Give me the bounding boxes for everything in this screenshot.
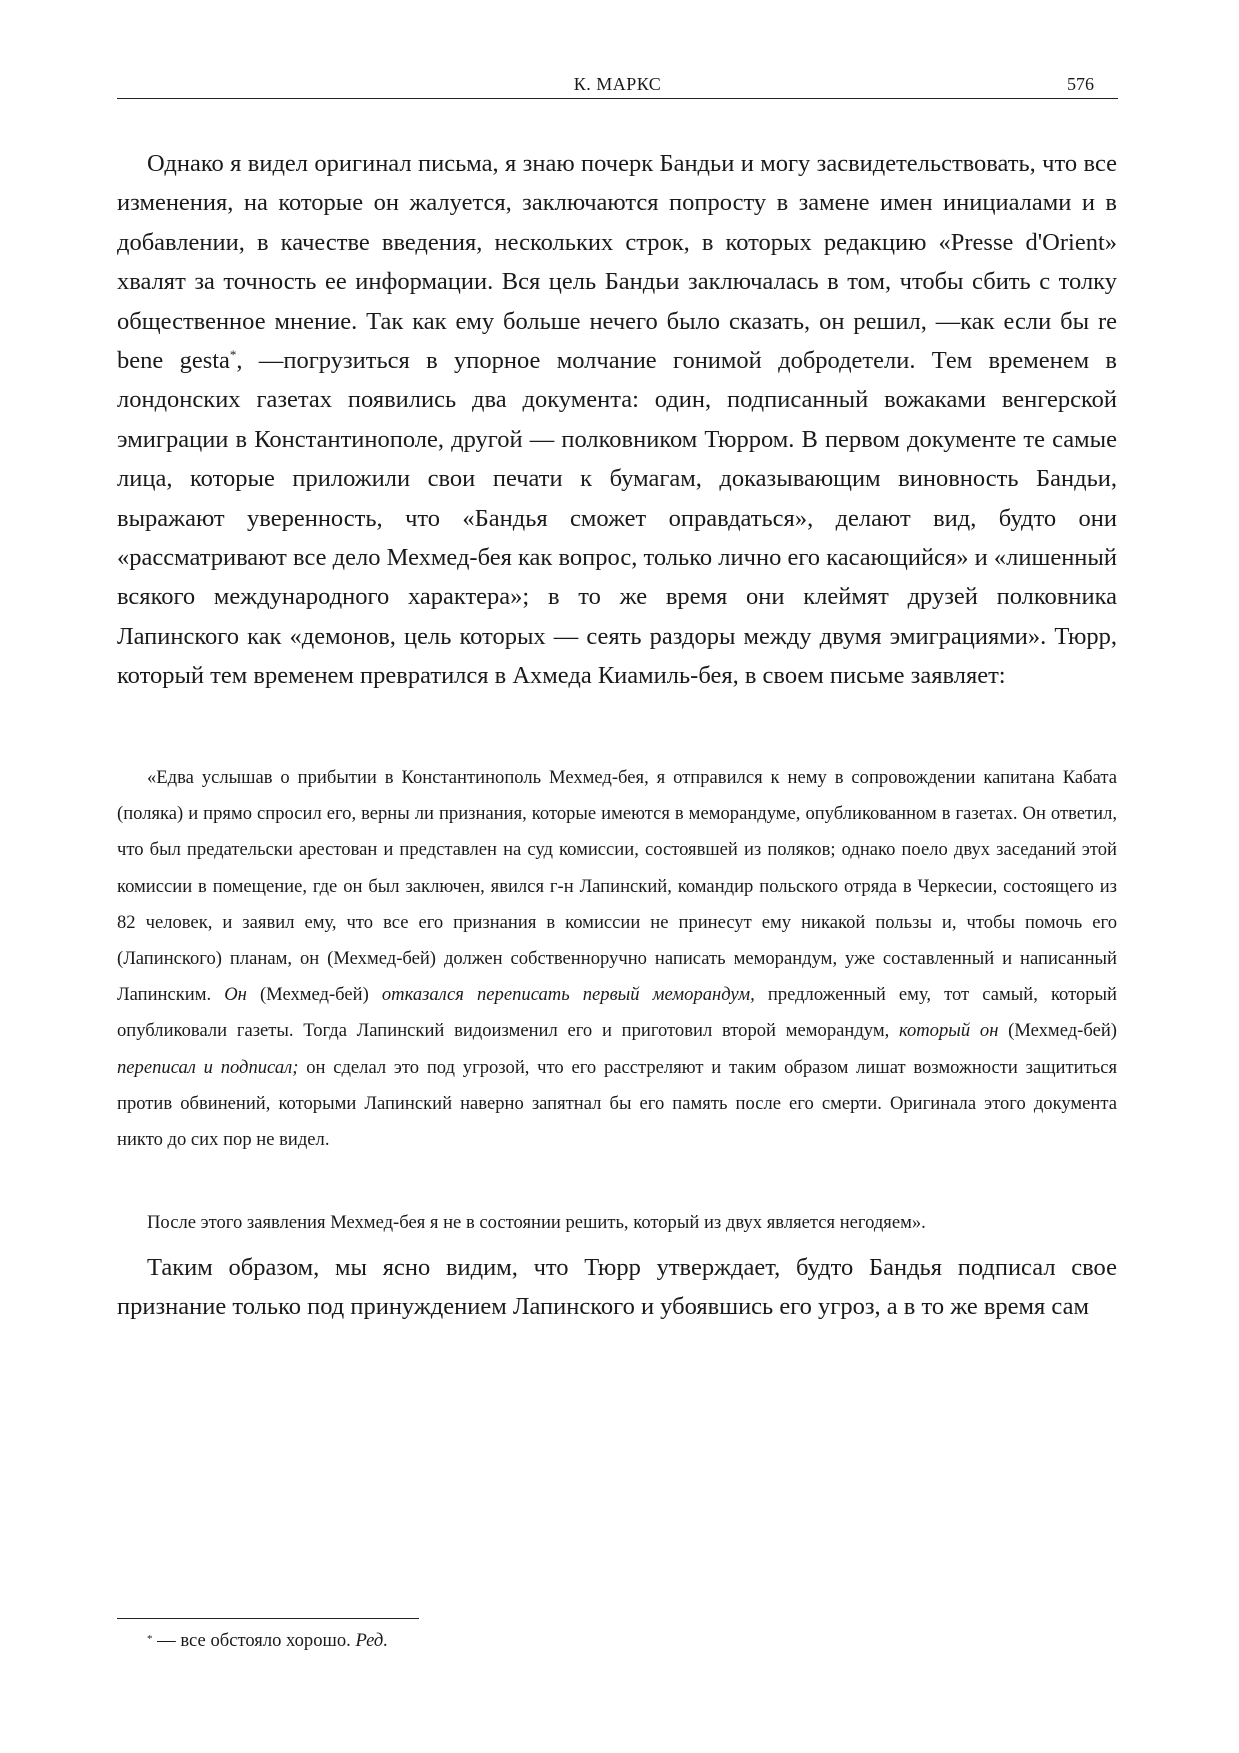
quote-text-2: (Мехмед-бей)	[246, 984, 382, 1006]
main-text-block-2	[117, 1248, 1117, 1327]
paragraph-2: Таким образом, мы ясно видим, что Тюрр утверждает, будто Бандья подписал свое признание только под принуждением Лапинского и убоявшись его угроз, а в то же время сам	[117, 1254, 1117, 1321]
footnote	[147, 1628, 388, 1654]
quote-text-5: он сделал это под угрозой, что его расстреляют и таким образом лишат возможности защититься против обвинений, которыми Лапинский наверно запятнал бы его память после его смерти. Оригинала этого документа никто до сих пор не видел.	[117, 1056, 1117, 1151]
quote-italic-1: Он	[224, 984, 247, 1006]
quote-italic-2: отказался переписать первый меморандум,	[381, 984, 755, 1006]
footnote-text: — все обстояло хорошо.	[152, 1630, 356, 1651]
main-text-block	[117, 144, 1117, 696]
footnote-reference: *	[229, 346, 237, 362]
page-number: 576	[1067, 74, 1094, 94]
quote-text-1: «Едва услышав о прибытии в Константинополь Мехмед-бея, я отправился к нему в сопровождении капитана Кабата (поляка) и прямо спросил его, верны ли признания, которые имеются в меморандуме, опубликованном в газетах. Он ответил, что был предательски арестован и представлен на суд комиссии, состоявшей из поляков; однако поело двух заседаний этой комиссии в помещение, где он был заключен, явился г-н Лапинский, командир польского отряда в Черкесии, состоящего из 82 человек, и заявил ему, что все его признания в комиссии не принесут ему никакой пользы и, чтобы помочь его (Лапинского) планам, он (Мехмед-бей) должен собственноручно написать меморандум, уже составленный и написанный Лапинским.	[117, 767, 1117, 1006]
footnote-marker: *	[147, 1633, 153, 1645]
quote-paragraph	[117, 760, 1117, 1158]
footnote-editor-mark: Ред.	[355, 1630, 388, 1651]
quote-italic-3: который он	[898, 1020, 999, 1042]
quote-closing-line: После этого заявления Мехмед-бея я не в состоянии решить, который из двух является негодяем».	[147, 1212, 926, 1233]
paragraph-1-part-1: Однако я видел оригинал письма, я знаю почерк Бандьи и могу засвидетельствовать, что все изменения, на которые он жалуется, заключаются попросту в замене имен инициалами и в добавлении, в качестве введения, нескольких строк, в которых редакцию «Presse d'Orient» хвалят за точность ее информации. Вся цель Бандьи заключалась в том, чтобы сбить с толку общественное мнение. Так как ему больше нечего было сказать, он решил, —как если бы re bene gesta	[117, 150, 1117, 375]
paragraph-1-part-2: , —погрузиться в упорное молчание гонимой добродетели. Тем временем в лондонских газетах появились два документа: один, подписанный вожаками венгерской эмиграции в Константинополе, другой — полковником Тюрром. В первом документе те самые лица, которые приложили свои печати к бумагам, доказывающим виновность Бандьи, выражают уверенность, что «Бандья сможет оправдаться», делают вид, будто они «рассматривают все дело Мехмед-бея как вопрос, только лично его касающийся» и «лишенный всякого международного характера»; в то же время они клеймят друзей полковника Лапинского как «демонов, цель которых — сеять раздоры между двумя эмиграциями». Тюрр, который тем временем превратился в Ахмеда Киамиль-бея, в своем письме заявляет:	[117, 347, 1117, 690]
running-header	[117, 72, 1118, 99]
footnote-divider	[117, 1618, 419, 1619]
paragraph-1	[117, 144, 1117, 696]
quote-text-4: (Мехмед-бей)	[998, 1020, 1117, 1042]
quoted-letter	[117, 760, 1117, 1158]
quote-text-3: предложенный ему, тот самый, который опубликовали газеты. Тогда Лапинский видоизменил его и приготовил второй меморандум,	[117, 984, 1117, 1042]
quote-italic-4: переписал и подписал;	[117, 1056, 299, 1078]
header-author: К. МАРКС	[573, 74, 662, 94]
